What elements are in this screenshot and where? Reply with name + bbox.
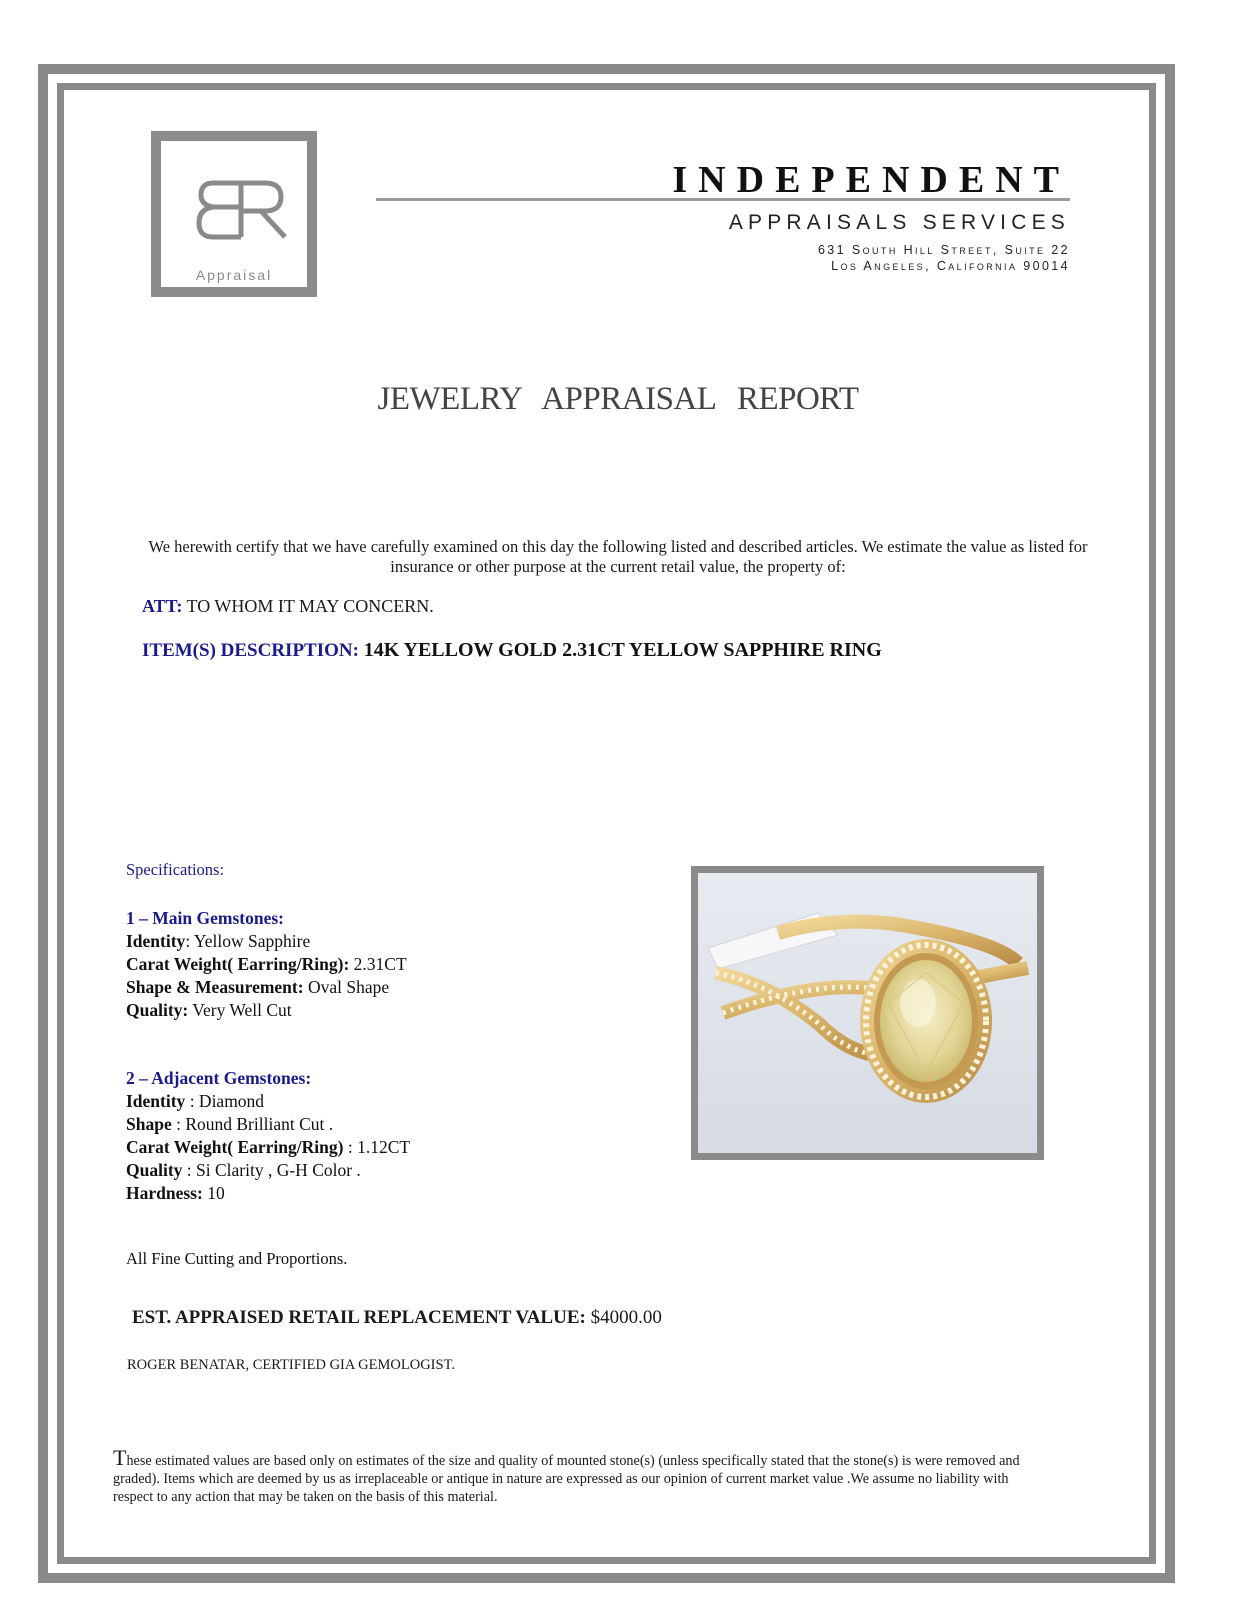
disclaimer-initial: T: [113, 1445, 127, 1470]
adjacent-identity-value: : Diamond: [185, 1091, 265, 1111]
adjacent-carat-label: Carat Weight( Earring/Ring): [126, 1137, 344, 1157]
ring-image-icon: [698, 873, 1037, 1153]
cutting-note: All Fine Cutting and Proportions.: [126, 1249, 348, 1268]
certification-text: We herewith certify that we have carefully examined on this day the following listed and described articles. We estimate the value as listed for insurance or other purpose at the current retail value, the property of:: [148, 537, 1088, 576]
att-label: ATT:: [142, 596, 183, 616]
address-line-2: Los Angeles, California 90014: [831, 259, 1070, 273]
adjacent-hardness-label: Hardness:: [126, 1183, 203, 1203]
main-shape-label: Shape & Measurement:: [126, 977, 304, 997]
logo-caption: Appraisal: [195, 267, 273, 283]
main-gemstones-title: 1 – Main Gemstones:: [126, 908, 284, 928]
adjacent-identity-label: Identity: [126, 1091, 186, 1111]
disclaimer-text: hese estimated values are based only on estimates of the size and quality of mounted stone(s) (unless specifically stated that the stone(s) is were removed and graded). Items which are deemed by us as irreplaceable or antique in nature are expressed as our opinion of current market value .We assume no liability with respect to any action that may be taken on the basis of this material.: [113, 1453, 1020, 1505]
main-identity-value: : Yellow Sapphire: [185, 931, 311, 951]
att-line: [142, 596, 434, 617]
appraised-value-label: EST. APPRAISED RETAIL REPLACEMENT VALUE:: [132, 1307, 586, 1328]
item-value: 14K YELLOW GOLD 2.31CT YELLOW SAPPHIRE RING: [363, 639, 882, 661]
br-monogram-icon: [191, 171, 297, 251]
item-label: ITEM(S) DESCRIPTION:: [142, 640, 359, 661]
inner-border: [57, 83, 1156, 1564]
main-quality-label: Quality:: [126, 1000, 189, 1020]
adjacent-hardness: [126, 1183, 225, 1204]
adjacent-quality: [126, 1160, 361, 1181]
adjacent-carat: [126, 1137, 410, 1158]
main-identity-label: Identity: [126, 931, 186, 951]
ring-photo: [691, 866, 1044, 1160]
att-value: TO WHOM IT MAY CONCERN.: [186, 596, 434, 616]
adjacent-shape: [126, 1114, 333, 1135]
specifications-heading: Specifications:: [126, 860, 225, 879]
address-line-1: 631 South Hill Street, Suite 22: [817, 243, 1070, 257]
adjacent-shape-label: Shape: [126, 1114, 172, 1134]
company-subtitle: APPRAISALS SERVICES: [728, 211, 1070, 234]
main-carat: [126, 954, 407, 975]
appraised-value: [132, 1307, 662, 1329]
adjacent-carat-value: : 1.12CT: [343, 1137, 411, 1157]
adjacent-quality-value: : Si Clarity , G-H Color .: [182, 1160, 361, 1180]
company-name: INDEPENDENT: [672, 159, 1070, 201]
main-identity: [126, 931, 310, 952]
adjacent-quality-label: Quality: [126, 1160, 183, 1180]
main-quality-value: Very Well Cut: [188, 1000, 292, 1020]
adjacent-hardness-value: 10: [202, 1183, 225, 1203]
main-shape-value: Oval Shape: [303, 977, 390, 997]
adjacent-identity: [126, 1091, 264, 1112]
gemologist-signature: ROGER BENATAR, CERTIFIED GIA GEMOLOGIST.: [127, 1357, 455, 1373]
adjacent-gemstones-title: 2 – Adjacent Gemstones:: [126, 1068, 312, 1088]
item-description: [142, 639, 882, 662]
adjacent-shape-value: : Round Brilliant Cut .: [171, 1114, 334, 1134]
company-logo: [151, 131, 317, 297]
disclaimer: [113, 1445, 1033, 1506]
report-title: JEWELRY APPRAISAL REPORT: [377, 381, 859, 417]
main-quality: [126, 1000, 292, 1021]
main-carat-label: Carat Weight( Earring/Ring):: [126, 954, 350, 974]
main-carat-value: 2.31CT: [349, 954, 407, 974]
main-shape: [126, 977, 389, 998]
appraised-value-amount: $4000.00: [585, 1307, 662, 1328]
